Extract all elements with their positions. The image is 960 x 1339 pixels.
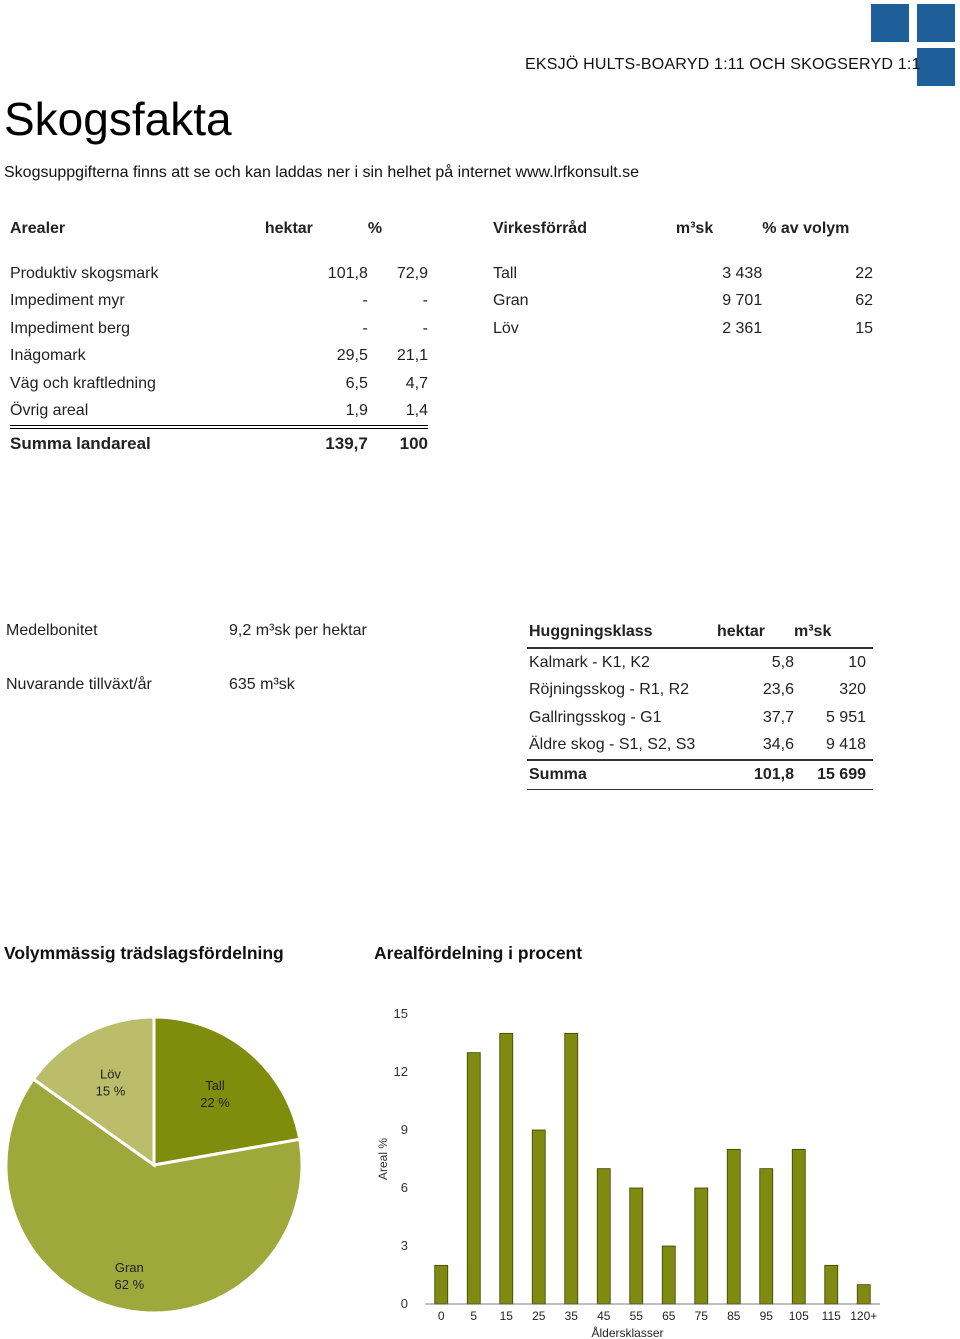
hugg-m3sk: 5 951 (825, 708, 866, 726)
arealer-hektar: - (362, 292, 368, 310)
x-tick-label: 35 (564, 1309, 578, 1323)
arealer-hektar: 6,5 (345, 374, 368, 392)
table-row (10, 315, 428, 343)
arealer-label: Impediment myr (10, 292, 125, 310)
hugg-header-m3sk: m³sk (794, 617, 873, 648)
hugg-hektar: 34,6 (762, 736, 794, 754)
arealer-hektar: - (362, 319, 368, 337)
x-tick-label: 75 (694, 1309, 708, 1323)
x-tick-label: 25 (532, 1309, 546, 1323)
bar (857, 1285, 870, 1304)
table-row (493, 260, 873, 288)
virke-header-m3sk: m³sk (675, 220, 714, 237)
sum-row (527, 760, 873, 789)
virkesforrad-table (493, 214, 873, 343)
hugg-label: Röjningsskog - R1, R2 (529, 681, 690, 699)
arealer-pct: - (422, 319, 428, 337)
virke-m3sk: 3 438 (722, 264, 763, 282)
y-tick-label: 15 (393, 1006, 408, 1021)
virke-pct: 62 (855, 292, 873, 310)
logo-square (917, 4, 955, 42)
hugg-m3sk: 10 (848, 653, 866, 671)
medelbonitet-value: 9,2 m³sk per hektar (229, 622, 367, 639)
arealer-label: Väg och kraftledning (10, 374, 156, 392)
virke-header-pct: % av volym (762, 220, 850, 237)
y-tick-label: 6 (400, 1180, 408, 1195)
arealer-pct: 4,7 (405, 374, 428, 392)
hugg-hektar: 23,6 (762, 681, 794, 699)
virke-label: Löv (493, 319, 519, 337)
bar (760, 1169, 773, 1304)
bar (467, 1053, 480, 1304)
arealer-hektar: 101,8 (327, 264, 368, 282)
x-axis-label: Åldersklasser (591, 1326, 664, 1339)
hugg-label: Kalmark - K1, K2 (529, 653, 650, 671)
pie-chart (0, 1005, 320, 1335)
hugg-sum-m3sk: 15 699 (794, 760, 873, 789)
bar-chart (370, 1000, 890, 1339)
x-tick-label: 105 (788, 1309, 809, 1323)
arealer-hektar: 1,9 (345, 402, 368, 420)
virke-pct: 15 (855, 319, 873, 337)
arealer-header-pct: % (367, 220, 383, 237)
table-row (527, 677, 873, 705)
arealer-header-hektar: hektar (264, 220, 313, 237)
pie-label: Löv (99, 1066, 121, 1082)
y-tick-label: 0 (400, 1296, 408, 1311)
hugg-hektar: 37,7 (762, 708, 794, 726)
intro-text: Skogsuppgifterna finns att se och kan laddas ner i sin helhet på internet www.lrfkonsult.se (4, 164, 640, 181)
bar (532, 1130, 545, 1304)
x-tick-label: 120+ (850, 1309, 878, 1323)
x-tick-label: 15 (499, 1309, 513, 1323)
sum-row (10, 427, 428, 459)
x-tick-label: 65 (662, 1309, 676, 1323)
pie-label: Tall (205, 1078, 225, 1094)
arealer-label: Övrig areal (10, 402, 89, 420)
logo-square (871, 4, 909, 42)
table-row (10, 398, 428, 428)
hugg-m3sk: 9 418 (825, 736, 866, 754)
virke-label: Tall (493, 264, 518, 282)
pie-label: Gran (114, 1260, 144, 1276)
y-tick-label: 12 (393, 1064, 408, 1079)
x-tick-label: 45 (597, 1309, 611, 1323)
table-row (10, 288, 428, 316)
table-row (10, 343, 428, 371)
property-title: EKSJÖ HULTS-BOARYD 1:11 OCH SKOGSERYD 1:1 (525, 56, 921, 73)
bar (630, 1188, 643, 1304)
arealer-label: Produktiv skogsmark (10, 264, 159, 282)
virke-pct: 22 (855, 264, 873, 282)
bar (695, 1188, 708, 1304)
hugg-m3sk: 320 (839, 681, 866, 699)
hugg-header-label: Huggningsklass (527, 617, 717, 648)
bar (565, 1033, 578, 1304)
bar (662, 1246, 675, 1304)
arealer-sum-pct: 100 (368, 427, 428, 459)
virke-label: Gran (493, 292, 529, 310)
tillvaxt-label: Nuvarande tillväxt/år (6, 676, 152, 693)
huggningsklass-table (527, 617, 873, 790)
medelbonitet-label: Medelbonitet (6, 622, 98, 639)
x-tick-label: 55 (629, 1309, 643, 1323)
arealer-table (10, 214, 428, 459)
table-row (10, 370, 428, 398)
arealer-pct: 1,4 (405, 402, 428, 420)
x-tick-label: 95 (759, 1309, 773, 1323)
table-row (493, 288, 873, 316)
hugg-sum-label: Summa (527, 760, 717, 789)
table-row (527, 648, 873, 677)
table-row (10, 260, 428, 288)
bar (435, 1265, 448, 1304)
bar (500, 1033, 513, 1304)
tillvaxt-value: 635 m³sk (229, 676, 295, 693)
x-tick-label: 5 (470, 1309, 478, 1323)
hugg-header-hektar: hektar (717, 617, 794, 648)
bar (597, 1169, 610, 1304)
x-tick-label: 85 (727, 1309, 741, 1323)
x-tick-label: 115 (821, 1309, 841, 1323)
virke-m3sk: 2 361 (722, 319, 763, 337)
table-row (527, 732, 873, 761)
arealer-sum-label: Summa landareal (10, 427, 265, 459)
arealer-pct: 21,1 (396, 347, 428, 365)
arealer-header-label: Arealer (10, 220, 66, 237)
x-tick-label: 0 (437, 1309, 445, 1323)
logo-square (917, 48, 955, 86)
y-axis-label: Areal % (376, 1137, 390, 1181)
hugg-label: Äldre skog - S1, S2, S3 (529, 736, 696, 754)
arealer-label: Inägomark (10, 347, 86, 365)
arealer-pct: 72,9 (396, 264, 428, 282)
hugg-hektar: 5,8 (771, 653, 794, 671)
arealer-sum-hektar: 139,7 (265, 427, 368, 459)
bar (727, 1149, 740, 1304)
bar (825, 1265, 838, 1304)
bar (792, 1149, 805, 1304)
hugg-label: Gallringsskog - G1 (529, 708, 662, 726)
virke-header-label: Virkesförråd (493, 220, 587, 237)
arealer-pct: - (422, 292, 428, 310)
table-row (493, 315, 873, 343)
pie-section-title: Volymmässig trädslagsfördelning (4, 943, 284, 963)
hugg-sum-hektar: 101,8 (717, 760, 794, 789)
y-tick-label: 3 (400, 1238, 408, 1253)
pie-value-label: 62 % (114, 1277, 145, 1293)
virke-m3sk: 9 701 (722, 292, 763, 310)
arealer-label: Impediment berg (10, 319, 131, 337)
table-row (527, 704, 873, 732)
y-tick-label: 9 (400, 1122, 408, 1137)
pie-value-label: 15 % (95, 1083, 126, 1099)
arealer-hektar: 29,5 (336, 347, 368, 365)
page-title: Skogsfakta (4, 93, 232, 145)
bar-section-title: Arealfördelning i procent (374, 943, 583, 963)
pie-value-label: 22 % (200, 1095, 230, 1111)
